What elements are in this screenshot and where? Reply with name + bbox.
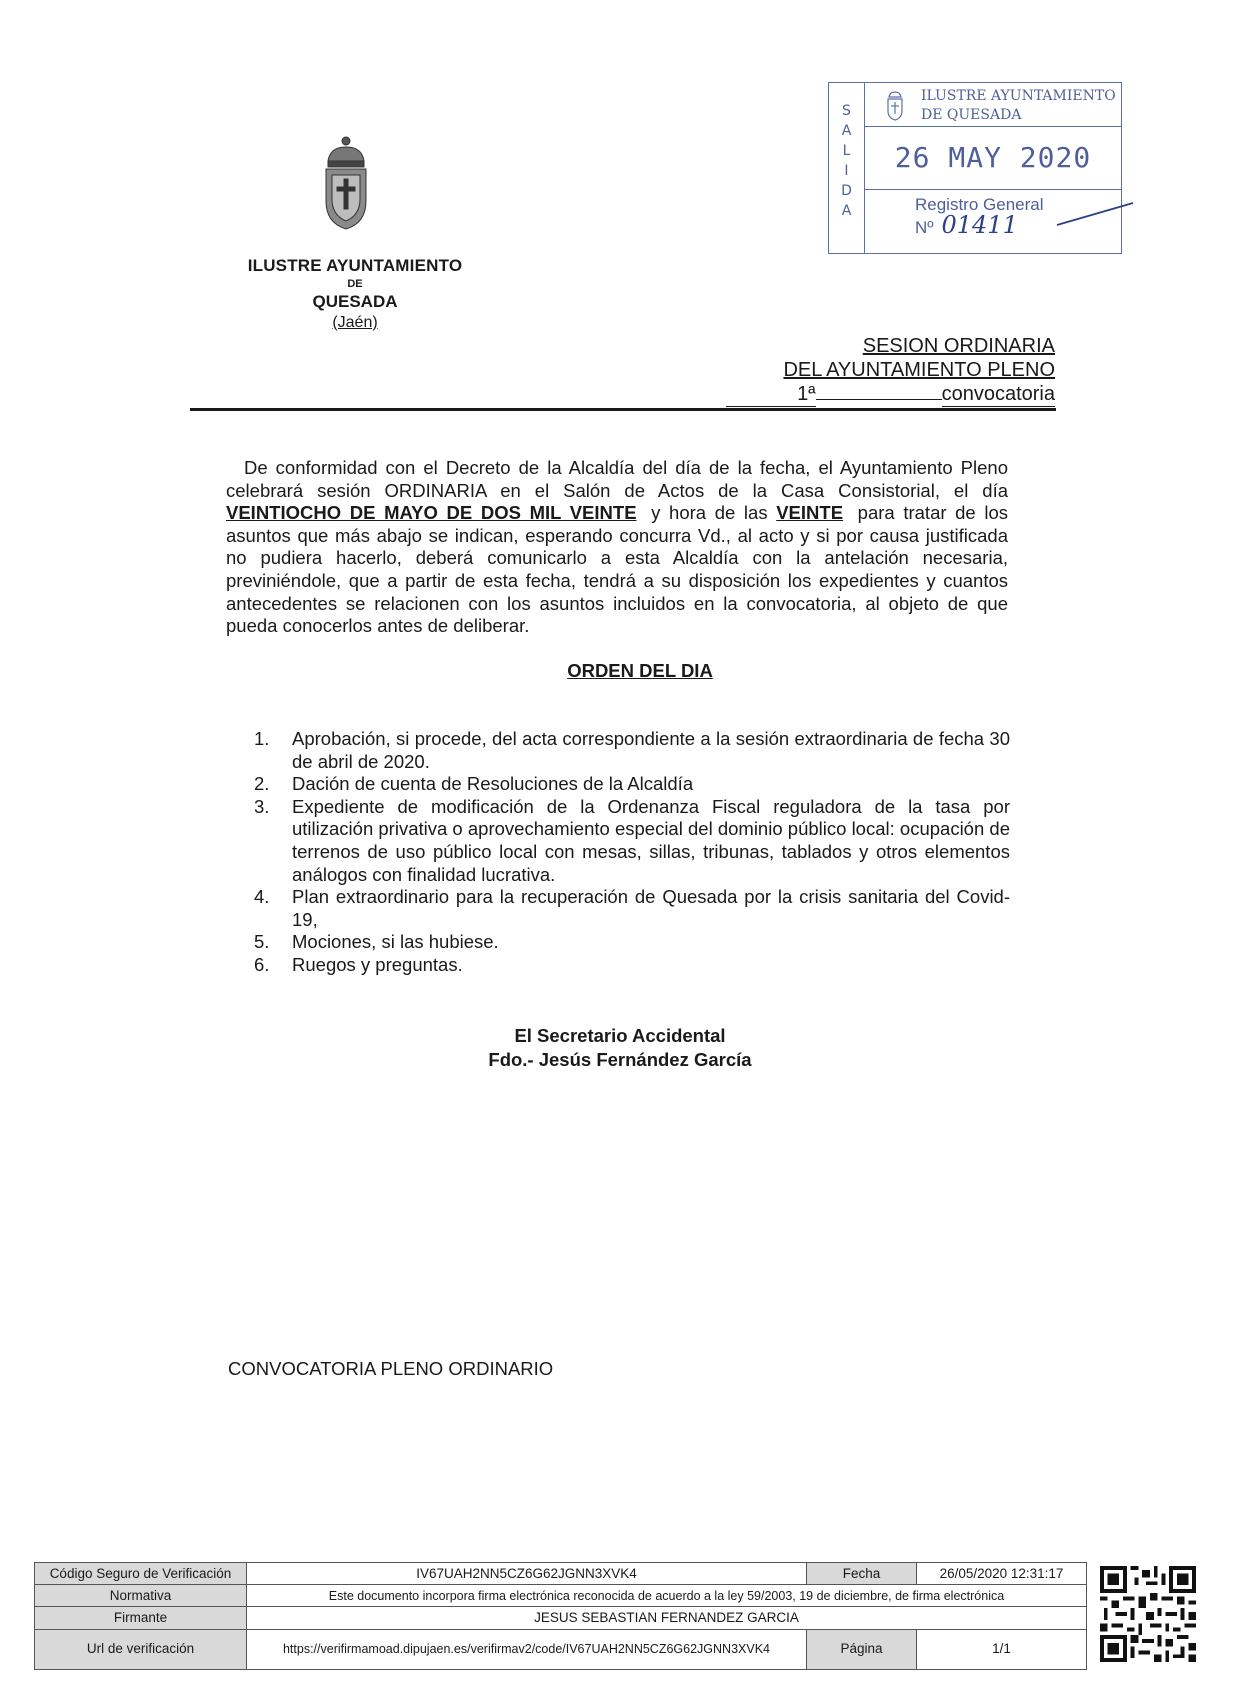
fecha-value: 26/05/2020 12:31:17 — [917, 1563, 1087, 1585]
csv-label: Código Seguro de Verificación — [35, 1563, 247, 1585]
registry-stamp — [828, 82, 1122, 254]
agenda-item — [254, 796, 1010, 886]
agenda-item-text: Mociones, si las hubiese. — [292, 931, 499, 953]
stamp-org-line1: ILUSTRE AYUNTAMIENTO — [921, 88, 1116, 104]
normativa-label: Normativa — [35, 1585, 247, 1607]
agenda-title: ORDEN DEL DIA — [567, 660, 713, 681]
agenda-item-text: Ruegos y preguntas. — [292, 953, 463, 975]
session-line2: DEL AYUNTAMIENTO PLENO — [783, 359, 1055, 381]
table-row — [35, 1585, 1087, 1607]
pagina-value: 1/1 — [917, 1629, 1087, 1669]
stamp-register-label: Registro General — [915, 195, 1044, 214]
agenda-item-text: Expediente de modificación de la Ordenanza Fiscal reguladora de la tasa por utilización privativa o aprovechamiento especial del dominio público local: ocupación de terrenos de uso público local con mesas, sillas, tribunas, tablados y otros elementos análogos con finalidad lucrativa. — [292, 795, 1010, 885]
agenda-item — [254, 773, 1010, 796]
pagina-label: Página — [807, 1629, 917, 1669]
stamp-letter: D — [841, 183, 852, 199]
issuer-province: (Jaén) — [332, 314, 378, 331]
verification-table — [34, 1562, 1086, 1670]
verification-url-link[interactable]: https://verifirmamoad.dipujaen.es/verifirmav2/code/IV67UAH2NN5CZ6G62JGNN3XVK4 — [247, 1629, 807, 1669]
agenda-item-text: Dación de cuenta de Resoluciones de la Alcaldía — [292, 773, 694, 795]
agenda-item — [254, 954, 1010, 977]
convocation-paragraph — [226, 457, 1008, 638]
paragraph-text-3: para tratar de los asuntos que más abajo se indican, esperando concurra Vd., al acto y si por causa justificada no pudiera hacerlo, deberá comunicarlo a esta Alcaldía con la antelación necesaria, previniéndole, que a partir de esta fecha, tendrá a su disposición los expedientes y cuantos antecedentes se relacionen con los asuntos incluidos en la convocatoria, al objeto de que pueda conocerlos antes de deliberar. — [226, 502, 1009, 637]
signer-name: Fdo.- Jesús Fernández García — [488, 1049, 752, 1070]
stamp-date: 26 MAY 2020 — [865, 127, 1121, 190]
fecha-label: Fecha — [807, 1563, 917, 1585]
issuer-name: ILUSTRE AYUNTAMIENTO — [247, 256, 463, 275]
issuer-town: QUESADA — [312, 292, 398, 311]
agenda-list — [254, 728, 1010, 977]
session-title — [726, 334, 1055, 407]
stamp-letter: A — [841, 123, 852, 139]
stamp-number: 01411 — [941, 211, 1018, 239]
agenda-item-number: 4. — [254, 886, 270, 908]
stamp-letter: A — [841, 203, 852, 219]
paragraph-text-1: De conformidad con el Decreto de la Alcaldía del día de la fecha, el Ayuntamiento Pleno celebrará sesión ORDINARIA en el Salón de Actos de la Casa Consistorial, el día — [226, 457, 1008, 501]
firmante-label: Firmante — [35, 1607, 247, 1629]
document-label: CONVOCATORIA PLENO ORDINARIO — [228, 1358, 554, 1379]
stamp-org-line2: DE QUESADA — [921, 107, 1022, 123]
firmante-value: JESUS SEBASTIAN FERNANDEZ GARCIA — [247, 1607, 1087, 1629]
normativa-value: Este documento incorpora firma electrónica reconocida de acuerdo a la ley 59/2003, 19 de diciembre, de firma electrónica — [247, 1585, 1087, 1607]
qr-code-icon[interactable] — [1100, 1566, 1196, 1662]
stamp-register — [865, 189, 1121, 253]
agenda-item-number: 3. — [254, 795, 270, 817]
stamp-side-letters — [829, 83, 865, 253]
stamp-letter: L — [842, 143, 851, 159]
table-row — [35, 1563, 1087, 1585]
agenda-item-text: Plan extraordinario para la recuperación de Quesada por la crisis sanitaria del Covid-19, — [292, 886, 1010, 930]
table-row — [35, 1607, 1087, 1629]
csv-value: IV67UAH2NN5CZ6G62JGNN3XVK4 — [247, 1563, 807, 1585]
stamp-letter: S — [842, 103, 851, 119]
agenda-item-number: 2. — [254, 773, 270, 795]
signer-role: El Secretario Accidental — [514, 1025, 726, 1046]
signature-block — [420, 1024, 820, 1072]
stamp-header — [865, 83, 1121, 127]
agenda-item-number: 6. — [254, 953, 270, 975]
agenda-item — [254, 728, 1010, 773]
issuer-de: DE — [347, 278, 363, 290]
agenda-item-number: 5. — [254, 931, 270, 953]
header-divider — [190, 408, 1056, 411]
table-row — [35, 1629, 1087, 1669]
agenda-item — [254, 931, 1010, 954]
url-label: Url de verificación — [35, 1629, 247, 1669]
call-number: 1ª — [726, 382, 816, 407]
session-hour-words: VEINTE — [776, 502, 844, 524]
agenda-item-text: Aprobación, si procede, del acta correspondiente a la sesión extraordinaria de fecha 30 de abril de 2020. — [292, 728, 1010, 772]
session-line1: SESION ORDINARIA — [862, 335, 1055, 357]
agenda-item — [254, 886, 1010, 931]
paragraph-text-2: y hora de las — [642, 502, 777, 524]
handwritten-stroke-icon — [1055, 199, 1135, 229]
issuer-block — [230, 256, 480, 332]
call-word: convocatoria — [941, 383, 1055, 405]
coat-of-arms-icon — [318, 135, 374, 231]
agenda-item-number: 1. — [254, 728, 270, 749]
session-date-words: VEINTIOCHO DE MAYO DE DOS MIL VEINTE — [226, 502, 637, 524]
stamp-letter: I — [844, 163, 849, 179]
stamp-number-prefix: Nº — [915, 218, 934, 237]
stamp-crest-icon — [885, 89, 905, 121]
